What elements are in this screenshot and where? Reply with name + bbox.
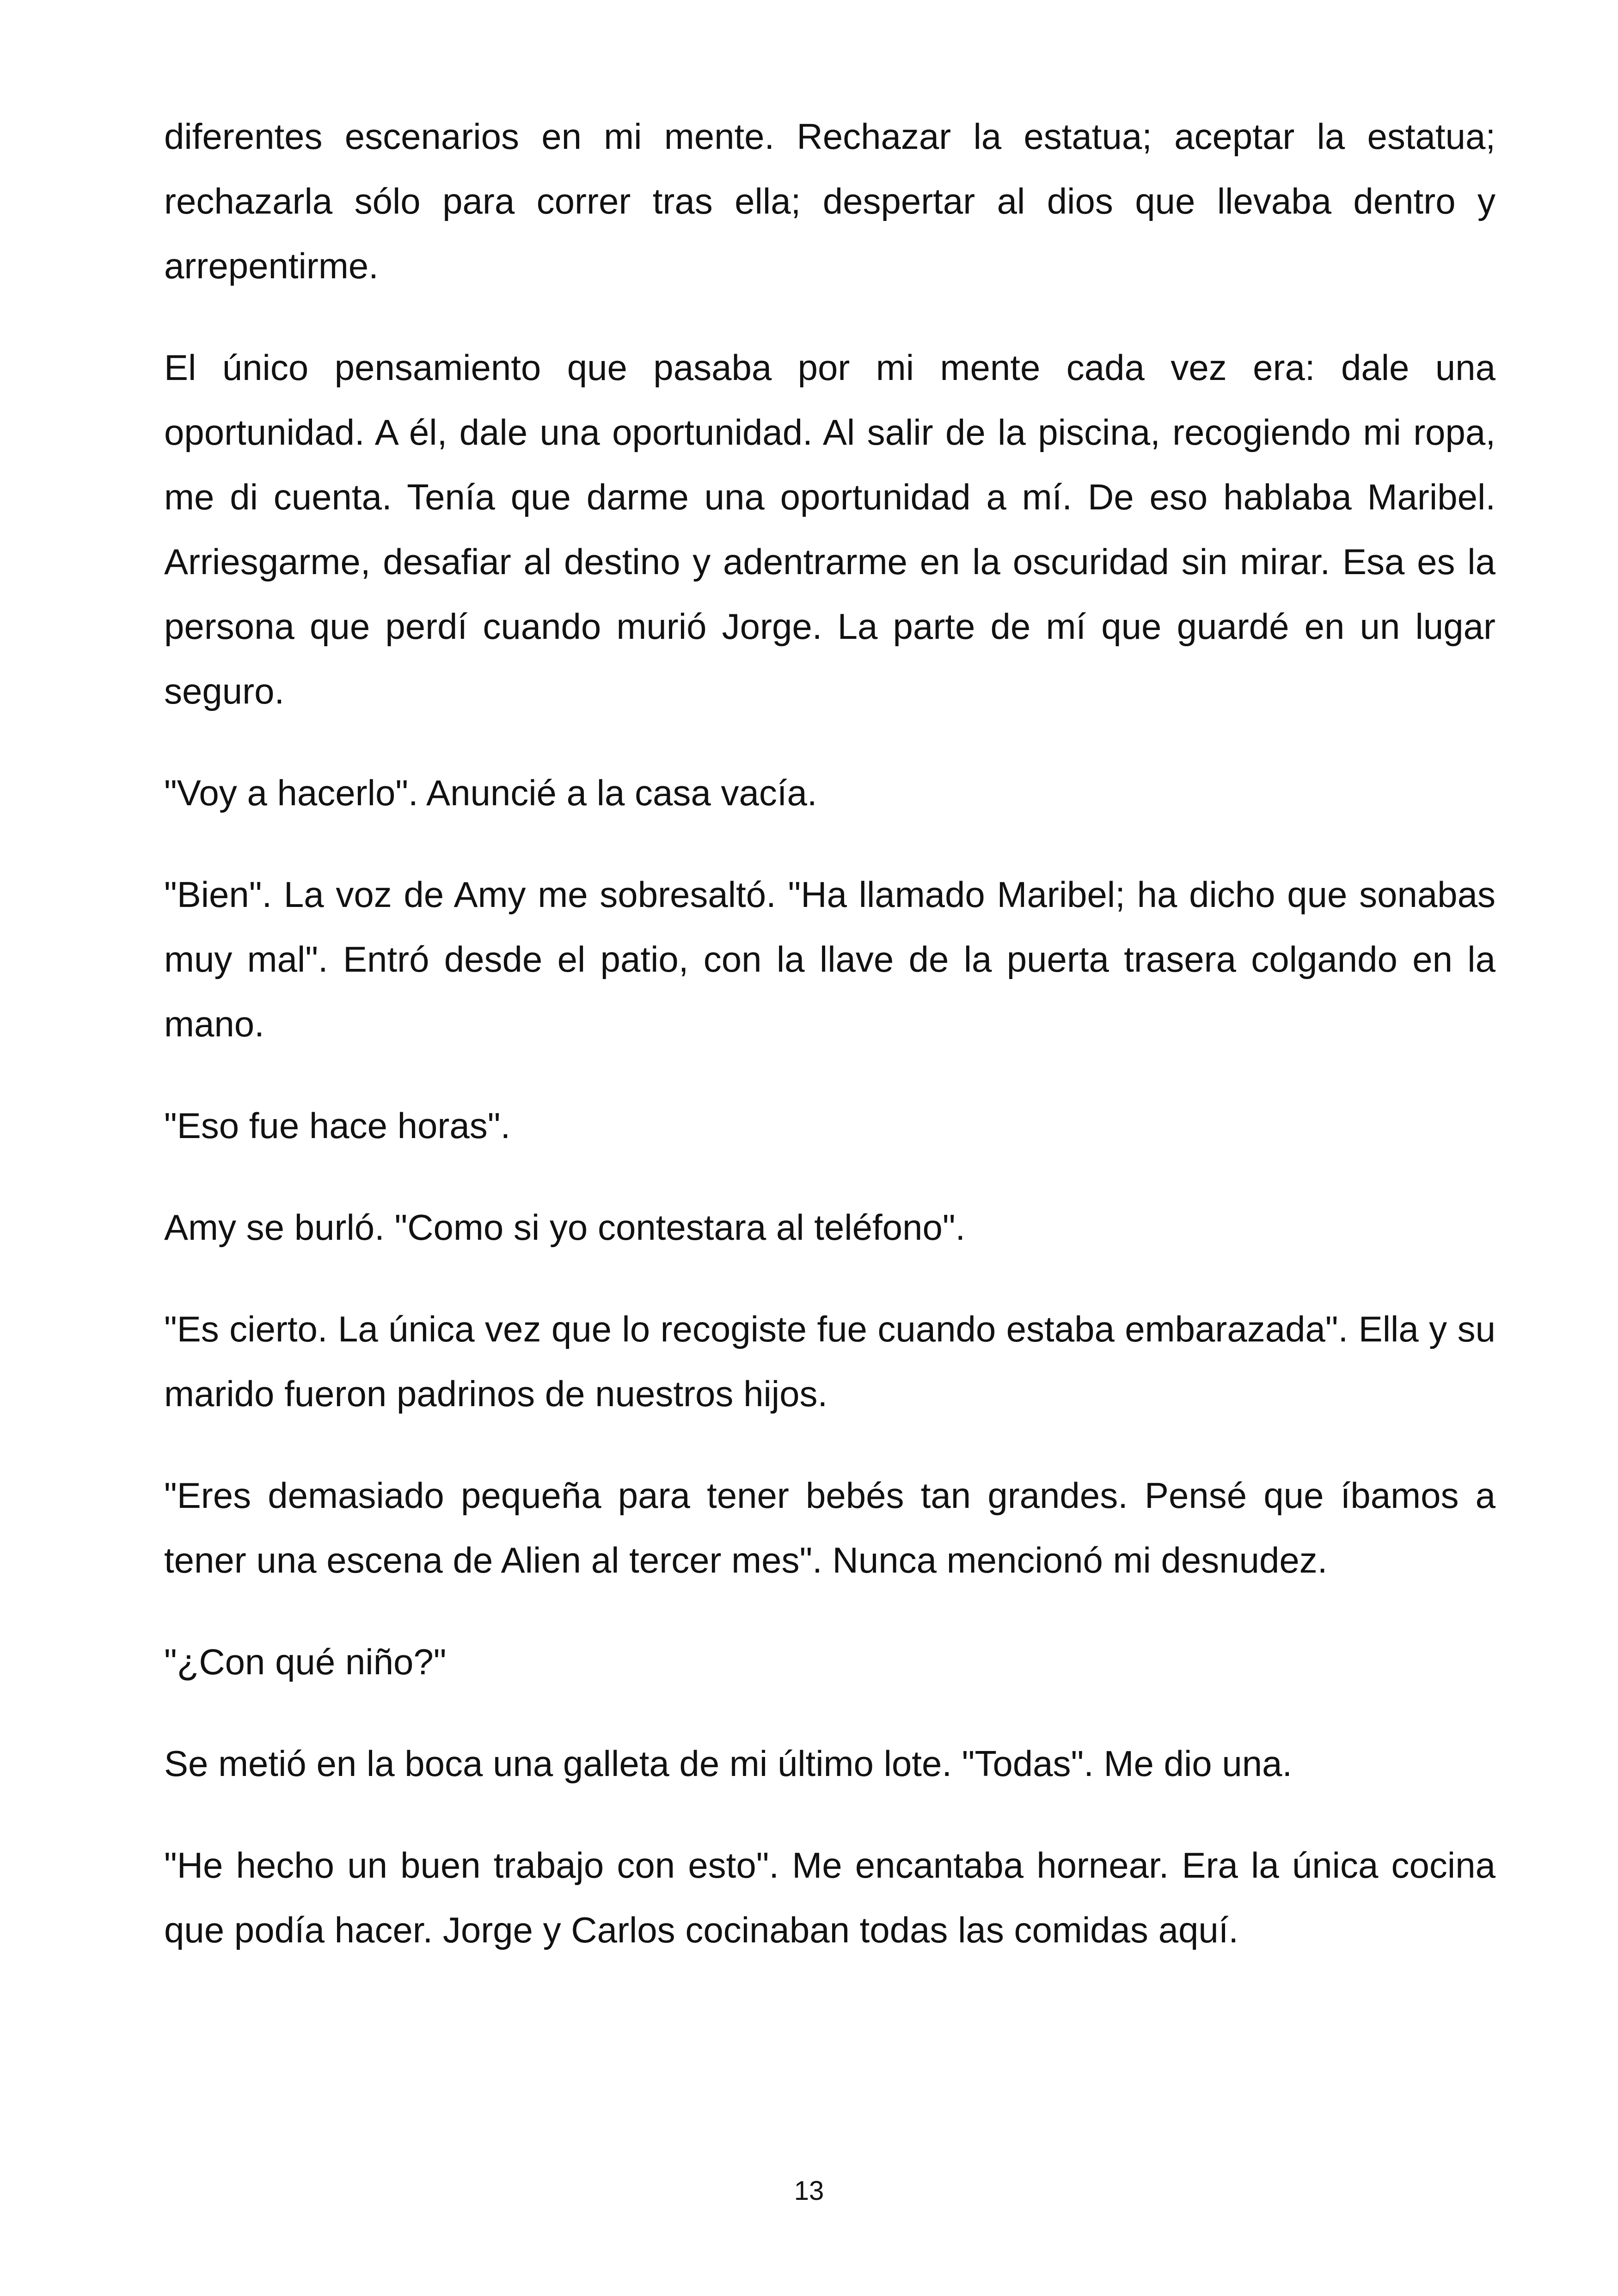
paragraph: "Voy a hacerlo". Anuncié a la casa vacía. <box>164 772 817 813</box>
paragraph: Se metió en la boca una galleta de mi último lote. "Todas". Me dio una. <box>164 1743 1293 1784</box>
page-number: 13 <box>794 2176 824 2206</box>
paragraph: "Eres demasiado pequeña para tener bebés tan grandes. Pensé que íbamos a tener una escena de Alien al tercer mes". Nunca mencionó mi desnudez. <box>164 1475 1495 1580</box>
paragraph: "¿Con qué niño?" <box>164 1641 447 1682</box>
paragraph: "Eso fue hace horas". <box>164 1105 511 1146</box>
paragraph: "He hecho un buen trabajo con esto". Me encantaba hornear. Era la única cocina que podía hacer. Jorge y Carlos cocinaban todas las comidas aquí. <box>164 1845 1495 1950</box>
paragraph: diferentes escenarios en mi mente. Rechazar la estatua; aceptar la estatua; rechazarla sólo para correr tras ella; despertar al dios que llevaba dentro y arrepentirme. <box>164 116 1495 286</box>
body-text <box>164 104 1495 1999</box>
paragraph: "Es cierto. La única vez que lo recogiste fue cuando estaba embarazada". Ella y su marido fueron padrinos de nuestros hijos. <box>164 1309 1495 1414</box>
paragraph: Amy se burló. "Como si yo contestara al teléfono". <box>164 1207 966 1248</box>
paragraph: "Bien". La voz de Amy me sobresaltó. "Ha llamado Maribel; ha dicho que sonabas muy mal". Entró desde el patio, con la llave de la puerta trasera colgando en la mano. <box>164 874 1495 1044</box>
paragraph: El único pensamiento que pasaba por mi mente cada vez era: dale una oportunidad. A él, dale una oportunidad. Al salir de la piscina, recogiendo mi ropa, me di cuenta. Tenía que darme una oportunidad a mí. De eso hablaba Maribel. Arriesgarme, desafiar al destino y adentrarme en la oscuridad sin mirar. Esa es la persona que perdí cuando murió Jorge. La parte de mí que guardé en un lugar seguro. <box>164 347 1495 711</box>
